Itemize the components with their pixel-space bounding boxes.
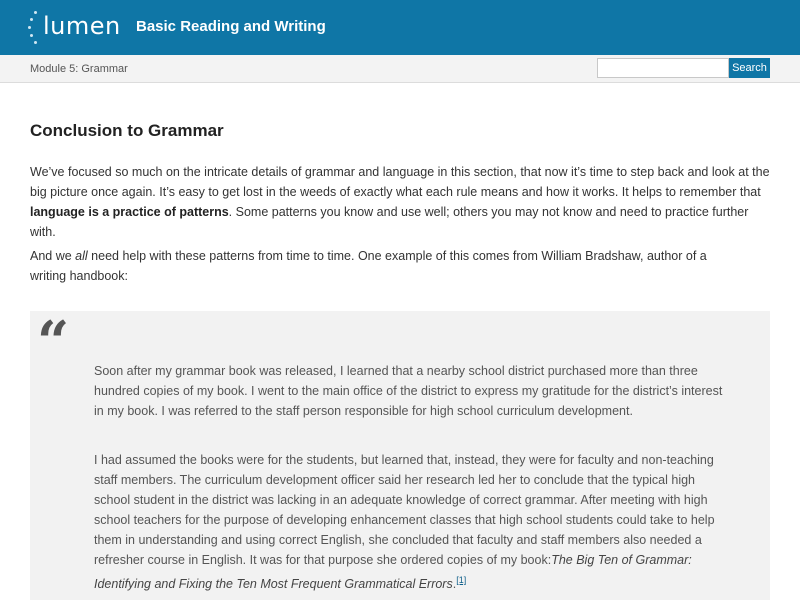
top-header-bar <box>0 0 800 55</box>
second-text-start: And we <box>30 249 76 263</box>
intro-text-end: . Some patterns you know and use well; others you may not know and need to practice further with. <box>30 205 749 239</box>
quote-paragraph-2 <box>94 450 724 594</box>
search-input[interactable] <box>597 58 729 78</box>
intro-text-start: We’ve focused so much on the intricate details of grammar and language in this section, that now it’s time to step back and look at the big picture once again. It’s easy to get lost in the weeds of exactly what each rule means and how it works. It helps to remember that <box>30 165 770 199</box>
footnote-link[interactable]: [1] <box>456 575 467 585</box>
second-paragraph <box>30 246 730 286</box>
page-title: Conclusion to Grammar <box>30 121 224 140</box>
logo-text: lumen <box>43 12 121 40</box>
quote-mark-icon: “ <box>37 309 70 375</box>
book-title: The Big Ten of Grammar: Identifying and Fixing the Ten Most Frequent Grammatical Errors <box>94 553 692 592</box>
lumen-logo[interactable] <box>28 10 121 46</box>
quote-paragraph-2-text: I had assumed the books were for the students, but learned that, instead, they were for faculty and non-teaching staff members. The curriculum development officer said her research led her to conclude that the typical high school student in the district was lacking in an adequate knowledge of correct grammar. After meeting with high school teachers for the purpose of developing enhancement classes that high school students could take to help them in understanding and using correct English, she concluded that faculty and staff members also needed a refresher course in English. It was for that purpose she ordered copies of my book: <box>94 453 715 567</box>
breadcrumb[interactable]: Module 5: Grammar <box>30 63 128 75</box>
search-button[interactable]: Search <box>729 58 770 78</box>
second-text-end: need help with these patterns from time to time. One example of this comes from William Bradshaw, author of a writing handbook: <box>30 249 707 283</box>
quote-period: . <box>452 577 457 592</box>
quote-paragraph-1: Soon after my grammar book was released, I learned that a nearby school district purchased more than three hundred copies of my book. I went to the main office of the district to express my gratitude for the district’s interest in my book. I was referred to the staff person responsible for high school curriculum development. <box>94 364 723 418</box>
blockquote <box>30 311 770 600</box>
intro-paragraph <box>30 162 770 242</box>
logo-dots-icon <box>28 10 42 46</box>
course-title[interactable]: Basic Reading and Writing <box>136 18 326 35</box>
intro-bold-phrase: language is a practice of patterns <box>30 205 229 219</box>
sub-header-bar <box>0 55 800 83</box>
second-italic-word: all <box>75 249 88 263</box>
